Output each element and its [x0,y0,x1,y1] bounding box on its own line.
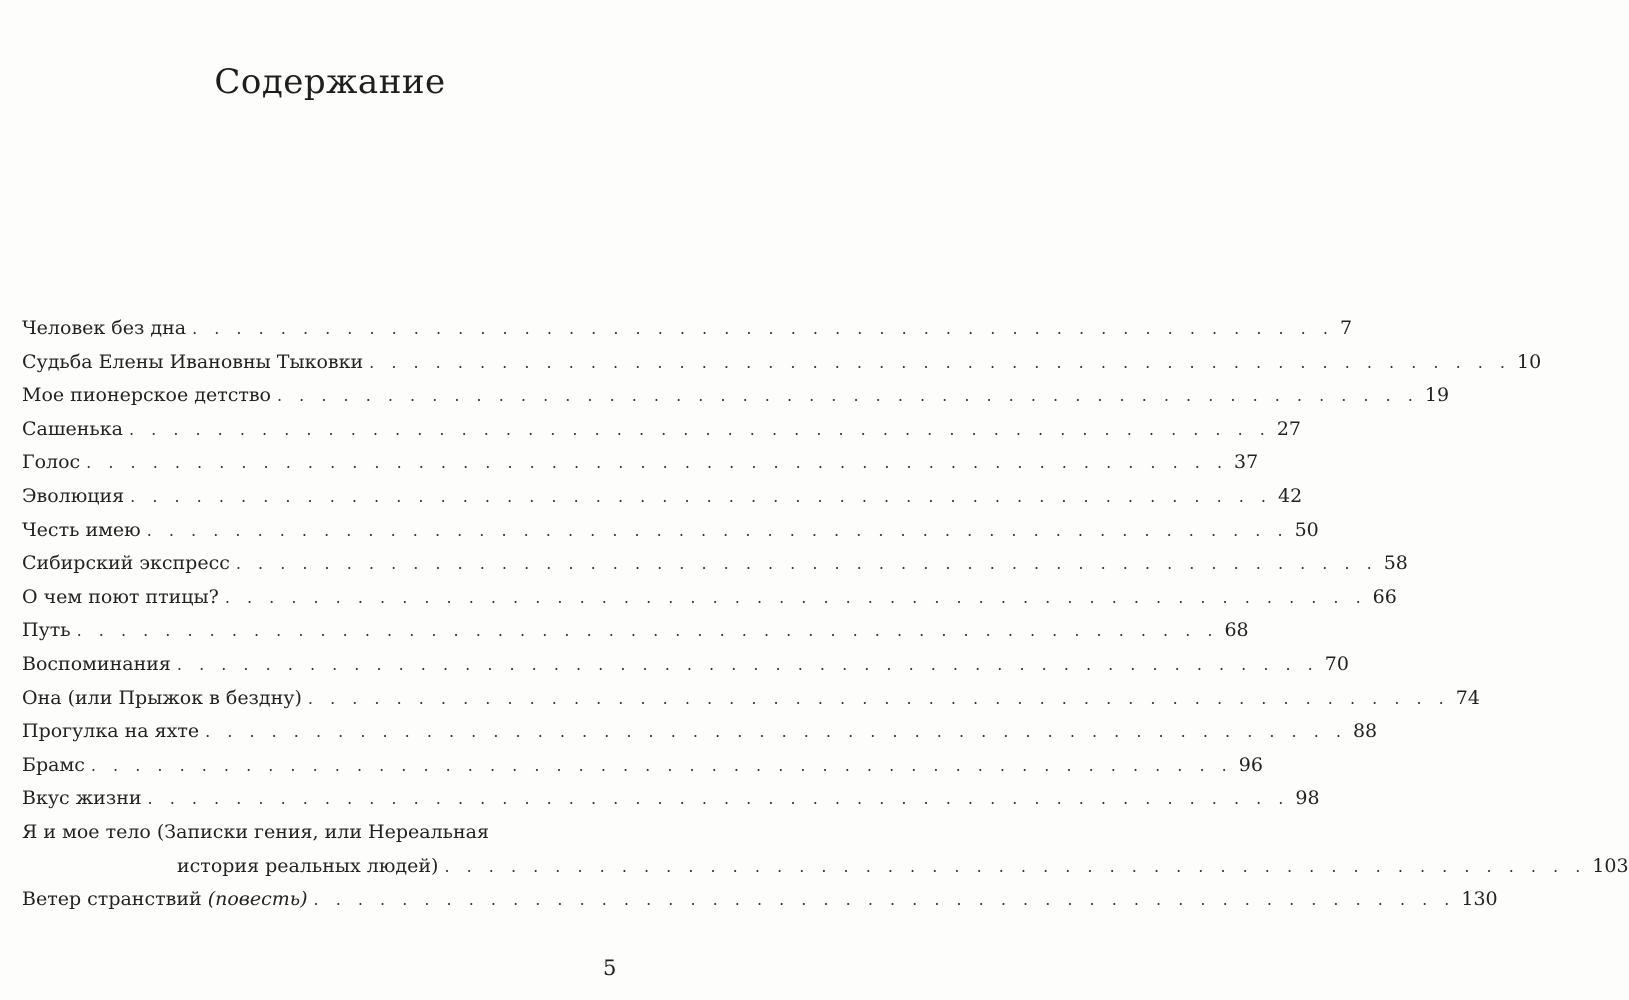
dot-leader: . . . . . . . . . . . . . . . . . . . . . . . . . . . . . . . . . . . . . . . . . . . . . . . . . . . . [307,688,1450,708]
dot-leader: . . . . . . . . . . . . . . . . . . . . . . . . . . . . . . . . . . . . . . . . . . . . . . . . . . . . [444,856,1587,876]
toc-entry-title-line2: история реальных людей) [177,854,439,877]
toc-entry-title: Сашенька [22,417,123,440]
toc-entry-page: 37 [1234,451,1259,474]
toc-entry-title [22,883,308,917]
toc-entry-page: 96 [1238,753,1263,776]
toc-entry-page: 7 [1339,317,1353,339]
toc-entry-page: 74 [1455,686,1480,709]
toc-entry-title: Путь [22,619,71,642]
toc-entry-title-line1: Я и мое тело (Записки гения, или Нереальная [22,820,489,843]
toc-entry-title: Прогулка на яхте [22,720,200,743]
dot-leader: . . . . . . . . . . . . . . . . . . . . . . . . . . . . . . . . . . . . . . . . . . . . . . . . . . . . [86,453,1229,473]
toc-entry[interactable] [22,480,1303,514]
dot-leader: . . . . . . . . . . . . . . . . . . . . . . . . . . . . . . . . . . . . . . . . . . . . . . . . . . . . [192,319,1334,338]
page-title: Содержание [214,62,446,102]
toc-entry-page: 88 [1352,720,1378,743]
table-of-contents [22,312,1629,917]
dot-leader: . . . . . . . . . . . . . . . . . . . . . . . . . . . . . . . . . . . . . . . . . . . . . . . . . . . . [205,722,1347,742]
toc-entry-page: 19 [1424,384,1450,407]
dot-leader: . . . . . . . . . . . . . . . . . . . . . . . . . . . . . . . . . . . . . . . . . . . . . . . . . . . . [130,486,1273,506]
toc-entry-title: Человек без дна [22,317,187,339]
toc-entry-title: Честь имею [22,518,141,541]
toc-entry[interactable] [22,682,1480,716]
dot-leader: . . . . . . . . . . . . . . . . . . . . . . . . . . . . . . . . . . . . . . . . . . . . . . . . . . . . [176,654,1319,674]
dot-leader: . . . . . . . . . . . . . . . . . . . . . . . . . . . . . . . . . . . . . . . . . . . . . . . . . . . . [369,352,1511,372]
toc-entry-page: 103 [1592,854,1629,877]
toc-entry-page: 27 [1276,417,1302,440]
toc-entry-title: О чем поют птицы? [22,585,219,608]
toc-entry-page: 66 [1372,585,1397,608]
toc-entry[interactable] [22,413,1302,447]
dot-leader: . . . . . . . . . . . . . . . . . . . . . . . . . . . . . . . . . . . . . . . . . . . . . . . . . . . . [128,419,1271,439]
dot-leader: . . . . . . . . . . . . . . . . . . . . . . . . . . . . . . . . . . . . . . . . . . . . . . . . . . . . [235,554,1378,574]
toc-entry[interactable] [22,648,1349,682]
toc-entry-title: Она (или Прыжок в бездну) [22,686,302,709]
dot-leader: . . . . . . . . . . . . . . . . . . . . . . . . . . . . . . . . . . . . . . . . . . . . . . . . . . . . [90,755,1233,775]
toc-entry-title: Судьба Елены Ивановны Тыковки [22,350,364,373]
toc-entry[interactable] [22,312,1353,346]
toc-entry[interactable] [22,379,1450,413]
dot-leader: . . . . . . . . . . . . . . . . . . . . . . . . . . . . . . . . . . . . . . . . . . . . . . . . . . . . [224,587,1367,607]
dot-leader: . . . . . . . . . . . . . . . . . . . . . . . . . . . . . . . . . . . . . . . . . . . . . . . . . . . . [277,386,1419,406]
toc-entry[interactable] [22,514,1319,548]
toc-entry-page: 58 [1383,552,1408,575]
page-number: 5 [603,956,617,980]
toc-entry[interactable] [22,446,1259,480]
dot-leader: . . . . . . . . . . . . . . . . . . . . . . . . . . . . . . . . . . . . . . . . . . . . . . . . . . . . [313,890,1456,910]
toc-entry-title: Воспоминания [22,652,171,675]
toc-entry[interactable] [22,581,1397,615]
toc-entry-title: Сибирский экспресс [22,552,230,575]
toc-entry-genre: (повесть) [207,888,308,911]
toc-entry[interactable] [22,346,1542,380]
toc-entry-title: Брамс [22,753,85,776]
toc-entry-page: 130 [1461,888,1498,911]
toc-entry[interactable] [22,749,1263,783]
toc-entry[interactable] [22,816,1629,883]
toc-entry[interactable] [22,614,1249,648]
toc-entry-page: 68 [1224,619,1249,642]
toc-entry[interactable] [22,883,1498,917]
dot-leader: . . . . . . . . . . . . . . . . . . . . . . . . . . . . . . . . . . . . . . . . . . . . . . . . . . . . [147,789,1290,809]
toc-entry[interactable] [22,715,1378,749]
toc-entry-title: Голос [22,451,81,474]
toc-entry-page: 98 [1295,787,1320,810]
toc-entry-title-text: Ветер странствий [22,888,202,911]
toc-entry-page: 10 [1517,350,1542,373]
toc-entry-title: Мое пионерское детство [22,384,271,407]
toc-entry-title: Эволюция [22,484,125,507]
toc-entry[interactable] [22,547,1408,581]
dot-leader: . . . . . . . . . . . . . . . . . . . . . . . . . . . . . . . . . . . . . . . . . . . . . . . . . . . . [76,621,1219,641]
toc-entry-page: 42 [1278,484,1303,507]
dot-leader: . . . . . . . . . . . . . . . . . . . . . . . . . . . . . . . . . . . . . . . . . . . . . . . . . . . . [146,520,1289,540]
toc-entry-page: 50 [1294,518,1319,541]
toc-entry-title: Вкус жизни [22,787,142,810]
toc-entry[interactable] [22,782,1320,816]
toc-entry-page: 70 [1324,652,1349,675]
